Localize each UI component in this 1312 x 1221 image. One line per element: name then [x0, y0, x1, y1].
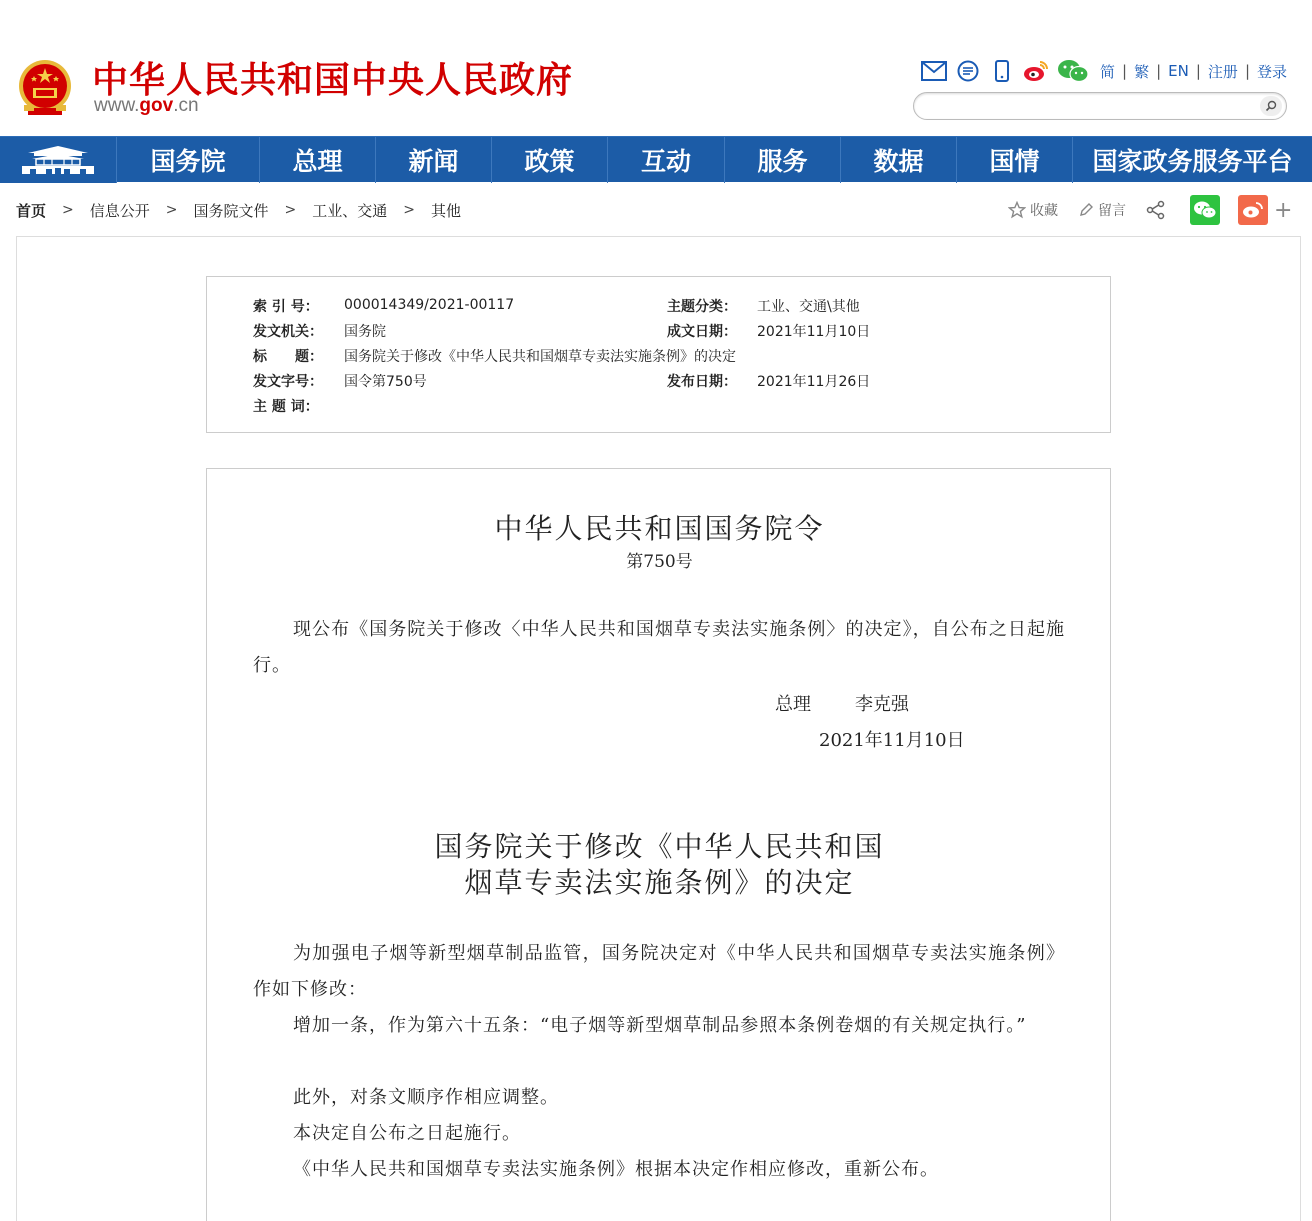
keywords-label: 主 题 词： [253, 399, 319, 415]
breadcrumb-other[interactable]: 其他 [431, 201, 462, 220]
document-body [206, 468, 1111, 1221]
lang-links [1100, 61, 1287, 82]
separator: | [1195, 62, 1201, 80]
topic-label: 主题分类： [667, 299, 737, 315]
search-box [913, 92, 1287, 120]
decision-paragraph-5: 《中华人民共和国烟草专卖法实施条例》根据本决定作相应修改，重新公布。 [293, 1159, 939, 1180]
chevron-right-icon: > [403, 202, 415, 218]
favorite-label: 收藏 [1030, 203, 1058, 219]
doc-number-label: 发文字号： [253, 374, 323, 390]
decision-paragraph-1: 为加强电子烟等新型烟草制品监管，国务院决定对《中华人民共和国烟草专卖法实施条例》作如下修改： [253, 943, 1065, 1000]
nav-services[interactable]: 服务 [724, 137, 840, 183]
decision-title-line-1: 国务院关于修改《中华人民共和国 [434, 830, 885, 863]
share-button[interactable] [1146, 200, 1170, 220]
chat-icon[interactable] [954, 59, 982, 83]
lang-english-link[interactable]: EN [1168, 62, 1189, 80]
nav-interaction[interactable]: 互动 [607, 137, 724, 183]
comment-button[interactable] [1078, 200, 1126, 220]
chevron-right-icon: > [62, 202, 74, 218]
pencil-icon [1078, 202, 1094, 218]
decision-title-line-2: 烟草专卖法实施条例》的决定 [464, 866, 855, 899]
mail-icon[interactable] [920, 59, 948, 83]
register-link[interactable]: 注册 [1207, 62, 1238, 81]
nav-policy[interactable]: 政策 [491, 137, 607, 183]
topic-value: 工业、交通\其他 [757, 299, 860, 315]
nav-gov-service-platform[interactable]: 国家政务服务平台 [1072, 137, 1312, 183]
share-wechat-button[interactable] [1190, 195, 1220, 225]
title-value: 国务院关于修改《中华人民共和国烟草专卖法实施条例》的决定 [344, 349, 736, 365]
nav-news[interactable]: 新闻 [375, 137, 491, 183]
share-weibo-button[interactable] [1238, 195, 1268, 225]
separator: | [1244, 62, 1250, 80]
written-date-value: 2021年11月10日 [757, 324, 871, 340]
publish-date-label: 发布日期： [667, 374, 737, 390]
breadcrumb-info-disclosure[interactable]: 信息公开 [89, 201, 150, 220]
index-label: 索 引 号： [253, 299, 319, 315]
site-title[interactable]: 中华人民共和国中央人民政府 [92, 60, 574, 101]
written-date-label: 成文日期： [667, 324, 737, 340]
share-icon [1146, 200, 1166, 220]
announcement-paragraph: 现公布《国务院关于修改〈中华人民共和国烟草专卖法实施条例〉的决定》，自公布之日起施行。 [253, 619, 1065, 676]
url-brand: gov [139, 95, 174, 116]
nav-national-info[interactable]: 国情 [956, 137, 1072, 183]
main-nav [0, 136, 1312, 182]
search-button[interactable] [1260, 96, 1282, 116]
decision-paragraph-2: 增加一条，作为第六十五条：“电子烟等新型烟草制品参照本条例卷烟的有关规定执行。” [293, 1015, 1027, 1036]
separator: | [1122, 62, 1128, 80]
url-prefix: www. [94, 95, 140, 116]
page-actions [1008, 194, 1292, 226]
wechat-icon[interactable] [1056, 59, 1090, 83]
breadcrumb-state-council-docs[interactable]: 国务院文件 [193, 201, 269, 220]
publish-date-value: 2021年11月26日 [757, 374, 871, 390]
signer-name: 李克强 [855, 694, 909, 715]
comment-label: 留言 [1098, 203, 1126, 219]
favorite-button[interactable] [1008, 200, 1058, 220]
sign-date: 2021年11月10日 [819, 730, 965, 751]
weibo-icon [1242, 201, 1264, 219]
decision-paragraph-3: 此外，对条文顺序作相应调整。 [293, 1087, 559, 1108]
search-icon [1265, 100, 1277, 112]
chevron-right-icon: > [284, 202, 297, 218]
site-header [0, 0, 1312, 136]
breadcrumb-industry-transport[interactable]: 工业、交通 [312, 201, 388, 220]
more-share-button[interactable]: + [1274, 197, 1293, 223]
login-link[interactable]: 登录 [1257, 62, 1288, 81]
decision-paragraph-4: 本决定自公布之日起施行。 [293, 1123, 521, 1144]
order-number: 第750号 [626, 552, 693, 572]
signer-title: 总理 [775, 694, 811, 715]
star-icon [1008, 201, 1026, 219]
document-metadata [206, 276, 1111, 433]
wechat-icon [1193, 200, 1217, 220]
nav-state-council[interactable]: 国务院 [116, 137, 259, 183]
chevron-right-icon: > [165, 202, 178, 218]
lang-traditional-link[interactable]: 繁 [1134, 62, 1150, 81]
tiananmen-icon[interactable] [0, 137, 116, 183]
breadcrumb-home[interactable]: 首页 [16, 201, 47, 220]
doc-number-value: 国令第750号 [344, 374, 427, 390]
weibo-icon[interactable] [1022, 59, 1050, 83]
national-emblem-icon[interactable] [16, 58, 74, 118]
mobile-icon[interactable] [988, 59, 1016, 83]
nav-data[interactable]: 数据 [840, 137, 956, 183]
index-value: 000014349/2021-00117 [344, 297, 515, 313]
url-suffix: .cn [173, 95, 199, 116]
issuer-label: 发文机关： [253, 324, 323, 340]
search-input[interactable] [926, 96, 1256, 116]
lang-simplified-link[interactable]: 简 [1100, 62, 1116, 81]
separator: | [1156, 62, 1162, 80]
header-tools [920, 58, 1287, 84]
title-label: 标 题： [253, 349, 323, 365]
site-url[interactable] [94, 95, 199, 117]
issuer-value: 国务院 [344, 324, 386, 340]
order-title: 中华人民共和国国务院令 [494, 512, 825, 545]
nav-premier[interactable]: 总理 [259, 137, 375, 183]
breadcrumb [16, 199, 461, 221]
